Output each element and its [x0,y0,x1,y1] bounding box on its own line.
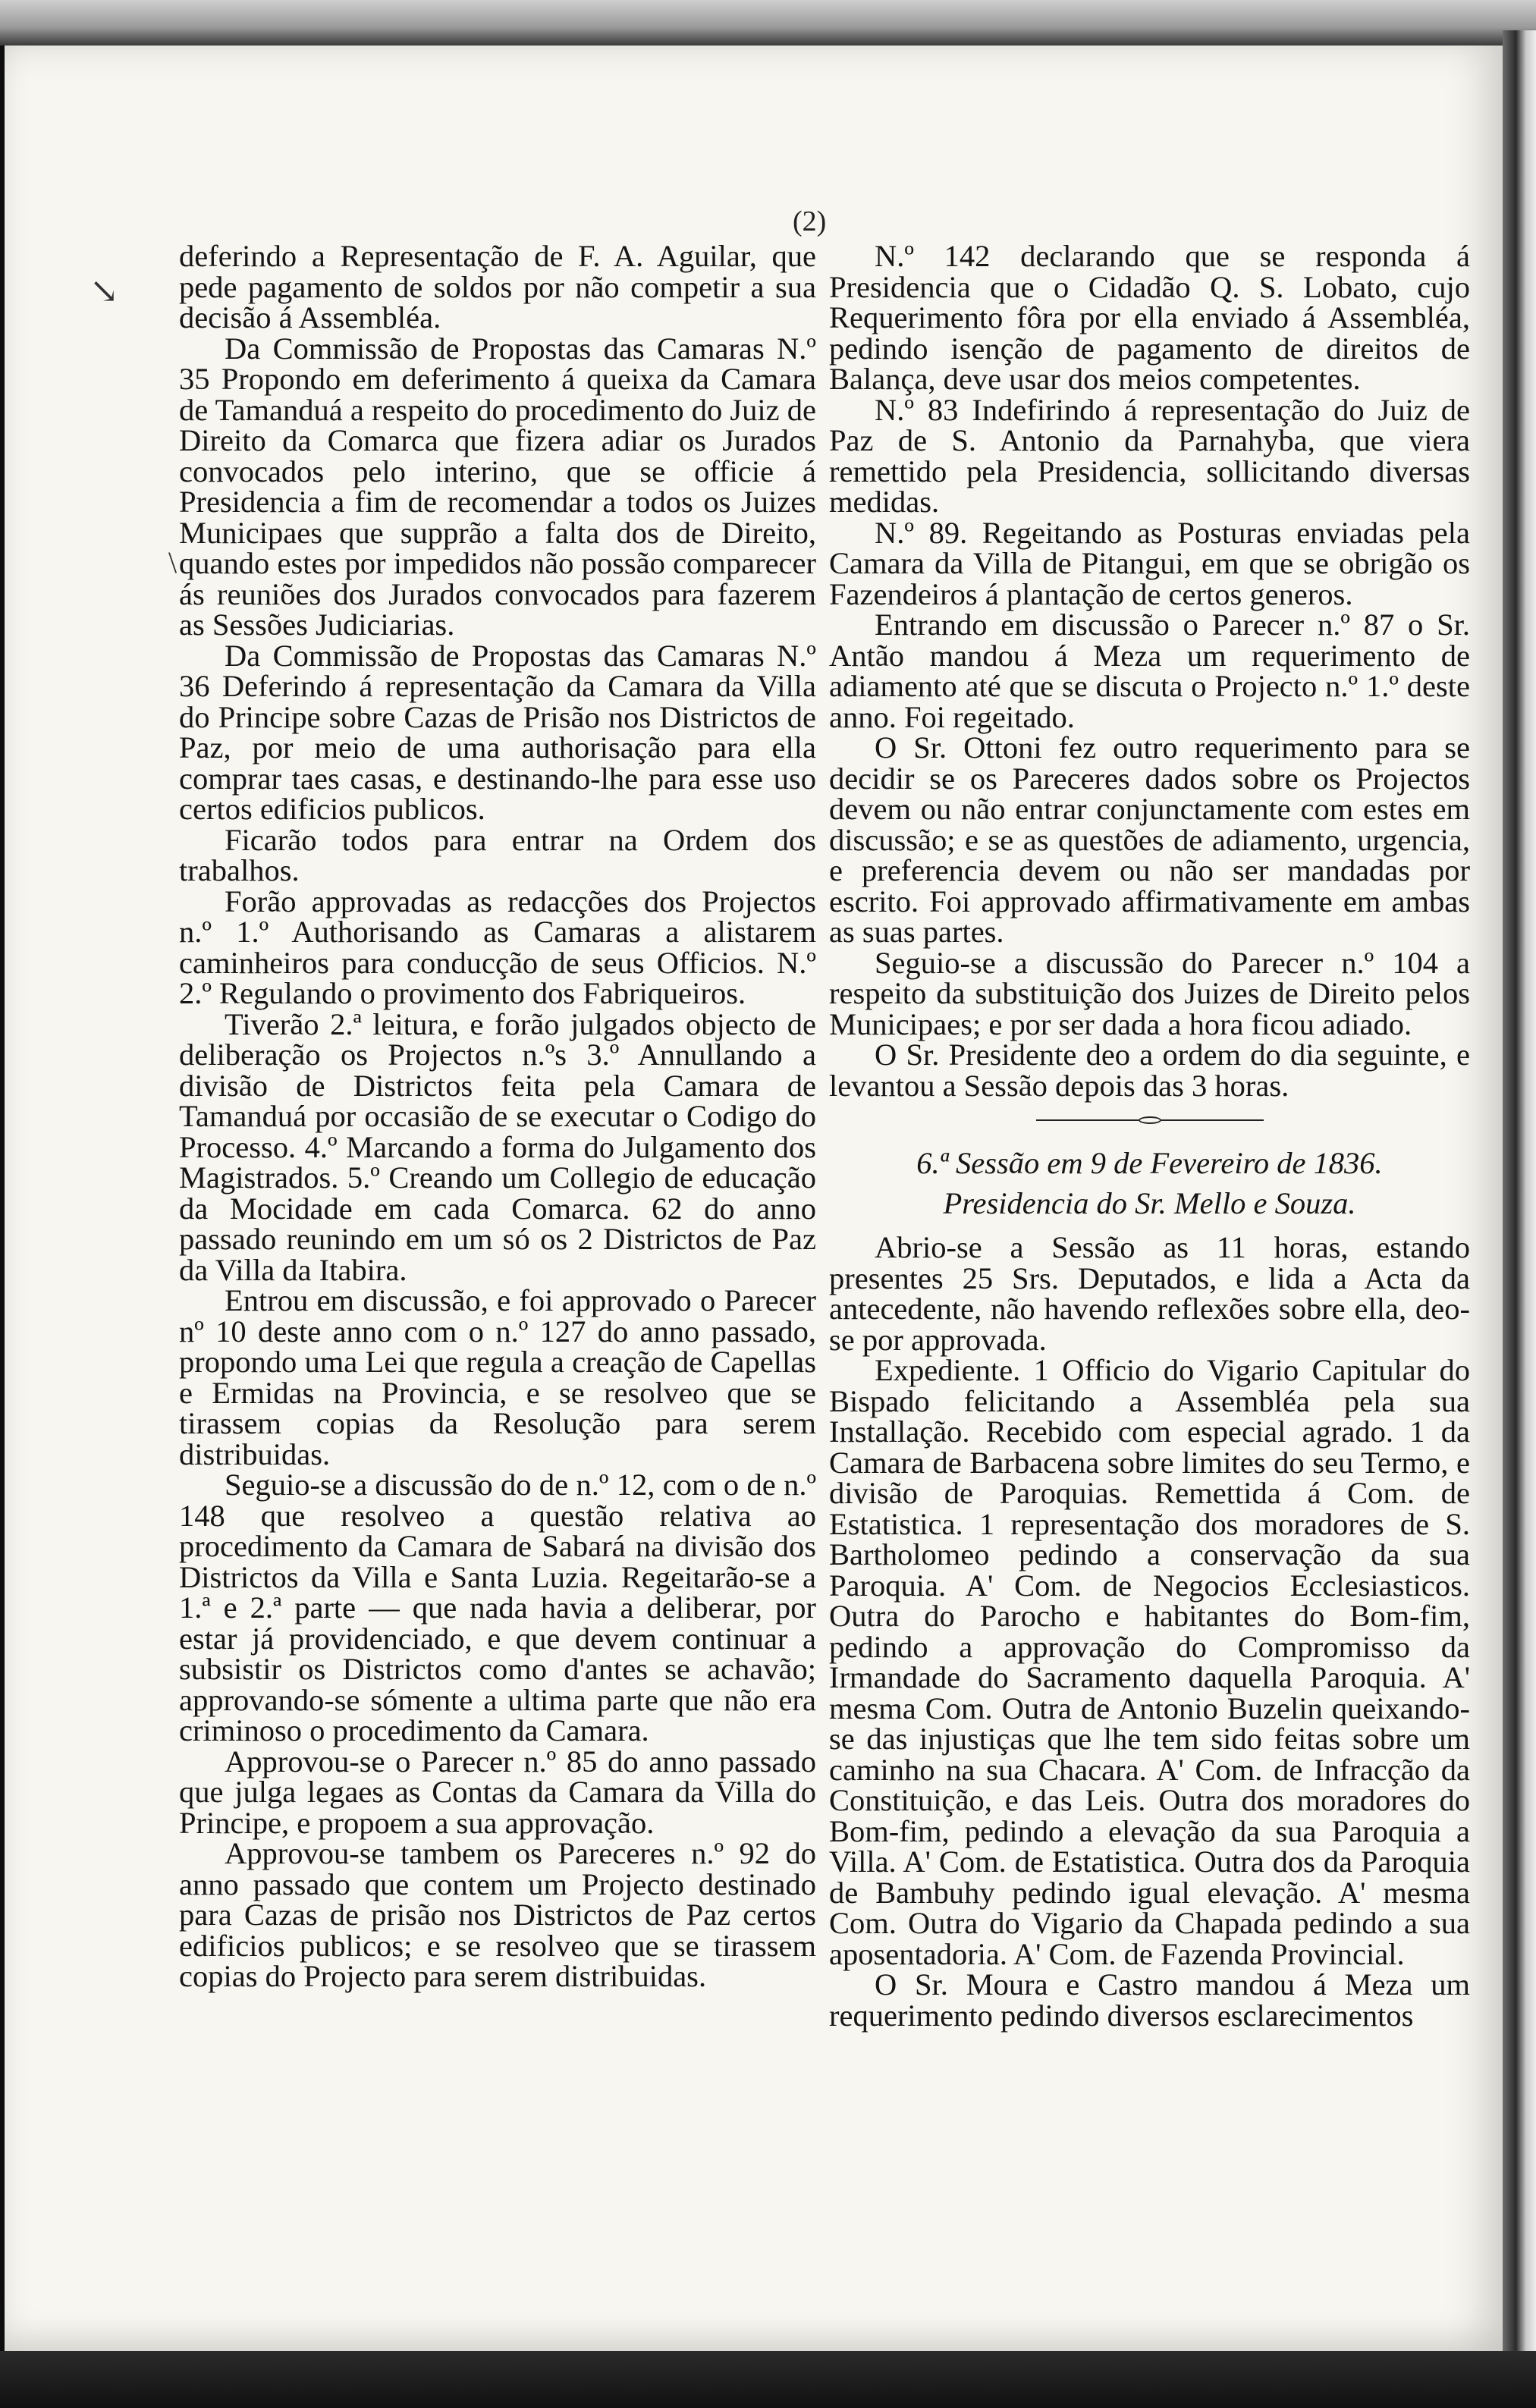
page-number: (2) [793,206,827,237]
scanner-top-strip [0,0,1536,46]
paragraph: Ficarão todos para entrar na Ordem dos trabalhos. [179,822,816,887]
right-text-column [829,241,1470,2031]
paragraph: Entrando em discussão o Parecer n.º 87 o Sr. Antão mandou á Meza um requerimento de adiamento até que se discuta o Projecto n.º 1.º deste anno. Foi regeitado. [829,607,1470,734]
page-right-edge [1503,30,1536,2408]
paragraph: O Sr. Moura e Castro mandou á Meza um requerimento pedindo diversos esclarecimentos [829,1967,1470,2033]
paragraph: O Sr. Ottoni fez outro requerimento para se decidir se os Pareceres dados sobre os Projectos devem ou não entrar conjunctamente com estes em discussão; e se as questões de adiamento, urgencia, e preferencia devem ou não ser mandadas por escrito. Foi approvado affirmativamente em ambas as suas partes. [829,730,1470,949]
margin-tick-mark: \ [168,545,177,579]
paragraph: N.º 83 Indefirindo á representação do Juiz de Paz de S. Antonio da Parnahyba, que viera remettido pela Presidencia, sollicitando diversas medidas. [829,392,1470,519]
paragraph: N.º 142 declarando que se responda á Presidencia que o Cidadão Q. S. Lobato, cujo Requerimento fôra por ella enviado á Assembléa, pedindo isenção de pagamento de direitos de Balança, deve usar dos meios competentes. [829,239,1470,396]
paragraph: Da Commissão de Propostas das Camaras N.º 35 Propondo em deferimento á queixa da Camara de Tamanduá a respeito do procedimento do Juiz de Direito da Comarca que fizera adiar os Jurados convocados pelo interino, que se officie á Presidencia a fim de recomendar a todos os Juizes Municipaes que supprão a falta dos de Direito, quando estes por impedidos não possão comparecer ás reuniões dos Jurados convocados para fazerem as Sessões Judiciarias. [179,331,816,642]
scanner-bottom-band [0,2351,1536,2408]
session-heading: 6.ª Sessão em 9 de Fevereiro de 1836. [916,1146,1383,1180]
paragraph: Tiverão 2.ª leitura, e forão julgados objecto de deliberação os Projectos n.ºs 3.º Annullando a divisão de Districtos feita pela Camara de Tamanduá por occasião de se executar o Codigo do Processo. 4.º Marcando a forma do Julgamento dos Magistrados. 5.º Creando um Collegio de educação da Mocidade em cada Comarca. 62 do anno passado reunindo em um só os 2 Districtos de Paz da Villa da Itabira. [179,1006,816,1287]
margin-arrow-mark: ↘ [90,272,119,310]
paragraph: Approvou-se o Parecer n.º 85 do anno passado que julga legaes as Contas da Camara da Villa do Principe, e propoem a sua approvação. [179,1744,816,1840]
section-divider-ornament [1036,1116,1264,1124]
paragraph: Expediente. 1 Officio do Vigario Capitular do Bispado felicitando a Assembléa pela sua Installação. Recebido com especial agrado. 1 da Camara de Barbacena sobre limites do seu Termo, e divisão de Paroquias. Remettida á Com. de Estatistica. 1 representação dos moradores de S. Bartholomeo pedindo a conservação da sua Paroquia. A' Com. de Negocios Ecclesiasticos. Outra do Parocho e habitantes do Bom-fim, pedindo a approvação do Compromisso da Irmandade do Sacramento daquella Paroquia. A' mesma Com. Outra de Antonio Buzelin queixando-se das injustiças que lhe tem sido feitas sobre um caminho na sua Chacara. A' Com. de Infracção da Constituição, e das Leis. Outra dos moradores do Bom-fim, pedindo a elevação da sua Paroquia a Villa. A' Com. de Estatistica. Outra dos da Paroquia de Bambuhy pedindo igual elevação. A' mesma Com. Outra do Vigario da Chapada pedindo a sua aposentadoria. A' Com. de Fazenda Provincial. [829,1353,1470,1971]
paragraph: deferindo a Representação de F. A. Aguilar, que pede pagamento de soldos por não competir a sua decisão á Assembléa. [179,239,816,334]
paragraph: Da Commissão de Propostas das Camaras N.º 36 Deferindo á representação da Camara da Villa do Principe sobre Cazas de Prisão nos Districtos de Paz, por meio de uma authorisação para ella comprar taes casas, e destinando-lhe para esse uso certos edificios publicos. [179,638,816,826]
paragraph: N.º 89. Regeitando as Posturas enviadas pela Camara da Villa de Pitangui, em que se obrigão os Fazendeiros á plantação de certos generos. [829,515,1470,611]
paragraph: Seguio-se a discussão do de n.º 12, com o de n.º 148 que resolveo a questão relativa ao procedimento da Camara de Sabará na divisão dos Districtos da Villa e Santa Luzia. Regeitarão-se a 1.ª e 2.ª parte — que nada havia a deliberar, por estar já providenciado, e que devem continuar a subsistir os Districtos como d'antes se achavão; approvando-se sómente a ultima parte que não era criminoso o procedimento da Camara. [179,1468,816,1747]
paragraph: Abrio-se a Sessão as 11 horas, estando presentes 25 Srs. Deputados, e lida a Acta da antecedente, não havendo reflexões sobre ella, deo-se por approvada. [829,1230,1470,1357]
paragraph: Approvou-se tambem os Pareceres n.º 92 do anno passado que contem um Projecto destinado para Cazas de prisão nos Districtos de Paz certos edificios publicos; e se resolveo que se tirassem copias do Projecto para serem distribuidas. [179,1836,816,1993]
paragraph: Forão approvadas as redacções dos Projectos n.º 1.º Authorisando as Camaras a alistarem caminheiros para conducção de seus Officios. N.º 2.º Regulando o provimento dos Fabriqueiros. [179,884,816,1010]
left-text-column [179,241,816,1992]
paragraph: Entrou em discussão, e foi approvado o Parecer nº 10 deste anno com o n.º 127 do anno passado, propondo uma Lei que regula a creação de Capellas e Ermidas na Provincia, e se resolveo que se tirassem copias da Resolução para serem distribuidas. [179,1283,816,1471]
paragraph: Seguio-se a discussão do Parecer n.º 104 a respeito da substituição dos Juizes de Direito pelos Municipaes; e por ser dada a hora ficou adiado. [829,945,1470,1041]
paragraph: O Sr. Presidente deo a ordem do dia seguinte, e levantou a Sessão depois das 3 horas. [829,1038,1470,1103]
presidency-heading: Presidencia do Sr. Mello e Souza. [943,1185,1356,1220]
